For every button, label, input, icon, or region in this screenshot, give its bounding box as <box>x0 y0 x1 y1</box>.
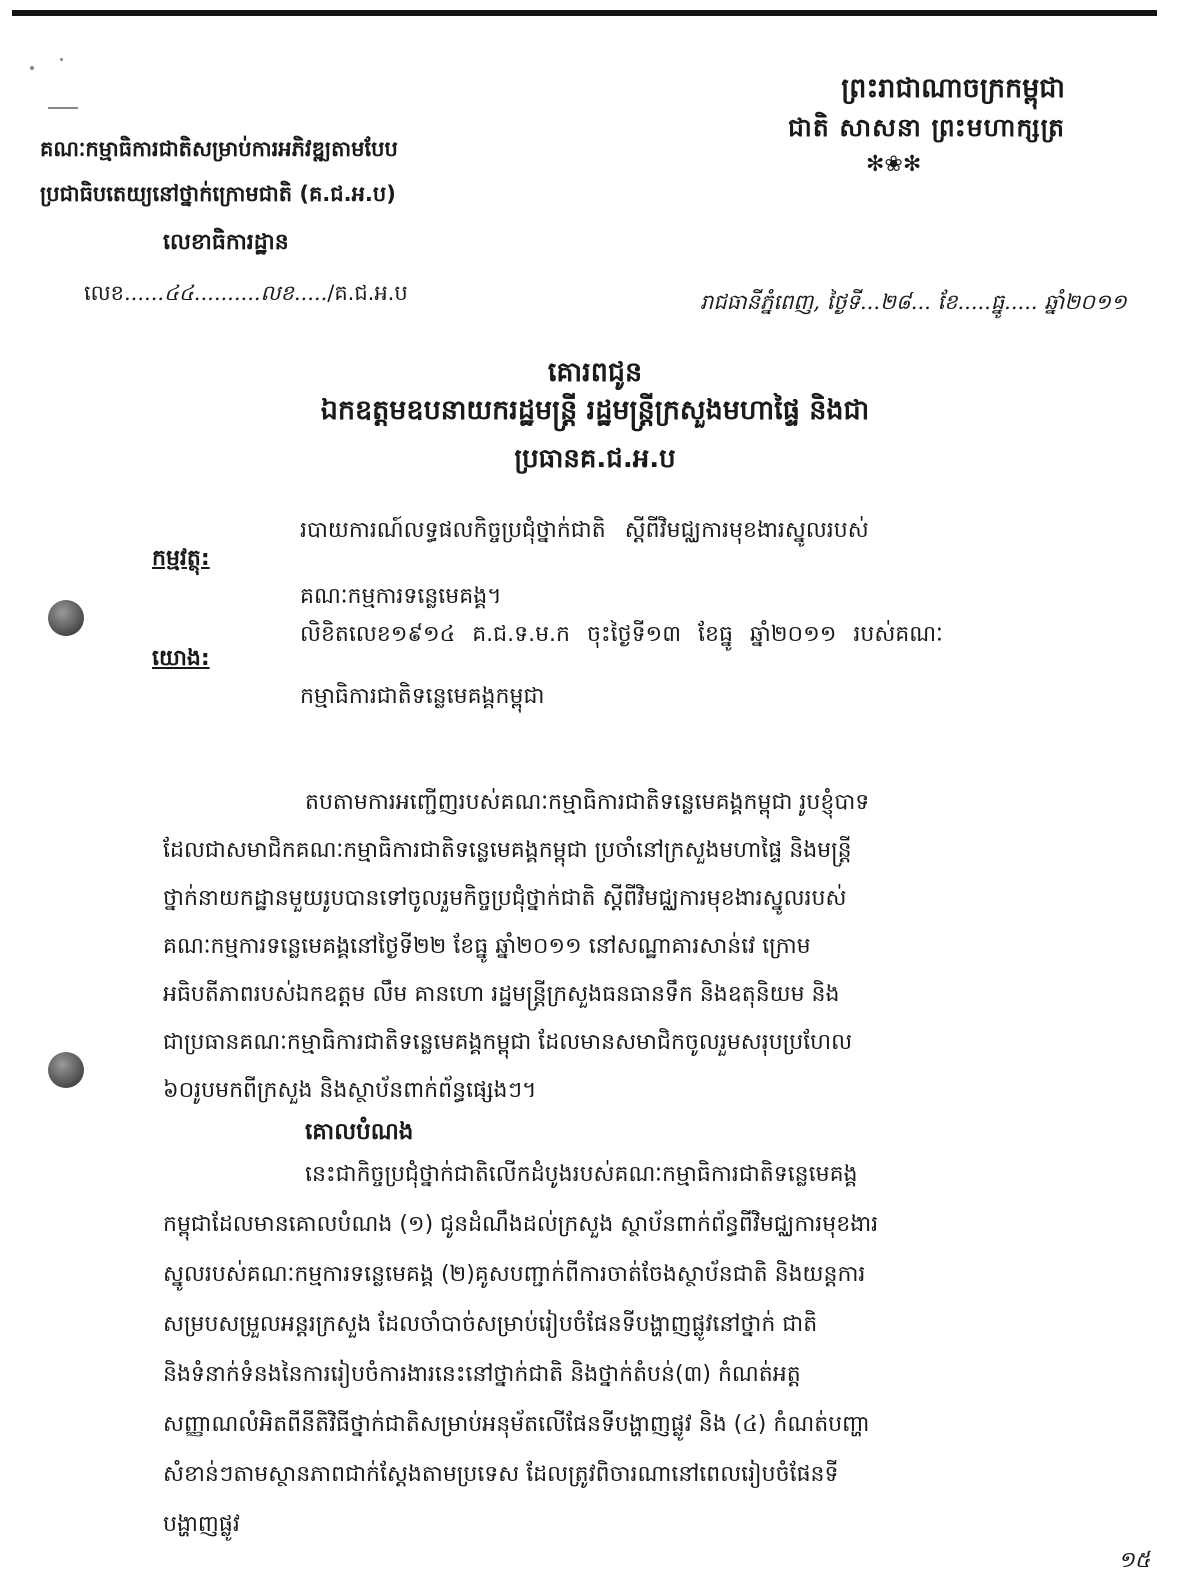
para1-line: តបតាមការអញ្ជើញរបស់គណៈកម្មាធិការជាតិទន្លេមេគង្គកម្ពុជា រូបខ្ញុំបាទ <box>305 790 870 815</box>
national-motto: ជាតិ សាសនា ព្រះមហាក្សត្រ <box>788 113 1065 142</box>
para1-line: គណៈកម្មការទន្លេមេគង្គនៅថ្ងៃទី២២ ខែធ្នូ ឆ្នាំ២០១១ នៅសណ្ឋាគារសាន់វេ ក្រោម <box>163 934 811 959</box>
para1-line: ថ្នាក់នាយកដ្ឋានមួយរូបបានទៅចូលរួមកិច្ចប្រជុំថ្នាក់ជាតិ ស្តីពីវិមជ្ឈការមុខងារស្នូលរបស់ <box>163 886 847 911</box>
ornament: ✻❀✻ <box>866 152 922 177</box>
scan-speck <box>30 66 34 70</box>
recipient-line1: ឯកឧត្តមឧបនាយករដ្ឋមន្ត្រី រដ្ឋមន្ត្រីក្រសួងមហាផ្ទៃ និងជា <box>320 395 870 426</box>
subject-line2: គណៈកម្មការទន្លេមេគង្គ។ <box>300 584 502 609</box>
para1-line: អធិបតីភាពរបស់ឯកឧត្តម លឹម គានហោ រដ្ឋមន្ត្រីក្រសួងធនធានទឹក និងឧតុនិយម និង <box>163 982 840 1007</box>
page-number: ១៥ <box>1118 1548 1151 1573</box>
scan-mark <box>48 107 78 109</box>
top-border-line <box>12 10 1157 16</box>
para2-line: ស្នូលរបស់គណៈកម្មការទន្លេមេគង្គ (២)គូសបញ្ជាក់ពីការចាត់ចែងស្ថាប័នជាតិ និងយន្តការ <box>163 1262 866 1287</box>
para2-line: សម្របសម្រួលអន្តរក្រសួង ដែលចាំបាច់សម្រាប់រៀបចំផែនទីបង្ហាញផ្លូវនៅថ្នាក់ ជាតិ <box>163 1312 818 1337</box>
secretariat-label: លេខាធិការដ្ឋាន <box>163 230 289 255</box>
respect-heading: គោរពជូន <box>547 357 643 388</box>
ref-handwritten: ......៤៤..........លខ..... <box>124 281 328 305</box>
subject-label: កម្មវត្ថុ: <box>152 546 210 571</box>
para1-line: ជាប្រធានគណៈកម្មាធិការជាតិទន្លេមេគង្គកម្ពុជា ដែលមានសមាជិកចូលរួមសរុបប្រហែល <box>163 1030 853 1055</box>
purpose-heading: គោលបំណង <box>305 1119 414 1145</box>
reference-line1: លិខិតលេខ១៩១៤ គ.ជ.ទ.ម.ក ចុះថ្ងៃទី១៣ ខែធ្នូ ឆ្នាំ២០១១ របស់គណៈ <box>300 622 943 647</box>
para1-line: ដែលជាសមាជិកគណៈកម្មាធិការជាតិទន្លេមេគង្គកម្ពុជា ប្រចាំនៅក្រសួងមហាផ្ទៃ និងមន្ត្រី <box>163 838 852 863</box>
punch-hole-bottom <box>48 1052 84 1088</box>
reference-number <box>84 280 408 311</box>
para2-line: បង្ហាញផ្លូវ <box>163 1512 240 1537</box>
subject-line1: របាយការណ៍លទ្ធផលកិច្ចប្រជុំថ្នាក់ជាតិ ស្តីពីវិមជ្ឈការមុខងារស្នូលរបស់ <box>300 518 869 543</box>
para2-line: កម្ពុជាដែលមានគោលបំណង (១) ជូនដំណឹងដល់ក្រសួង ស្ថាប័នពាក់ព័ន្ធពីវិមជ្ឈការមុខងារ <box>163 1212 879 1237</box>
reference-label: យោង: <box>152 646 210 671</box>
para2-line: សញ្ញាណលំអិតពីនីតិវិធីថ្នាក់ជាតិសម្រាប់អនុម័តលើផែនទីបង្ហាញផ្លូវ និង (៤) កំណត់បញ្ហា <box>163 1412 870 1437</box>
punch-hole-top <box>48 600 84 636</box>
para2-line: និងទំនាក់ទំនងនៃការរៀបចំការងារនេះនៅថ្នាក់ជាតិ និងថ្នាក់តំបន់(៣) កំណត់អត្ត <box>163 1362 801 1387</box>
kingdom-title: ព្រះរាជាណាចក្រកម្ពុជា <box>841 73 1065 104</box>
agency-name-line2: ប្រជាធិបតេយ្យនៅថ្នាក់ក្រោមជាតិ (គ.ជ.អ.ប) <box>40 182 396 206</box>
recipient-line2: ប្រធានគ.ជ.អ.ប <box>514 444 676 474</box>
para1-line: ៦០រូបមកពីក្រសួង និងស្ថាប័នពាក់ព័ន្ធផ្សេងៗ។ <box>163 1078 537 1103</box>
reference-line2: កម្មាធិការជាតិទន្លេមេគង្គកម្ពុជា <box>300 684 545 709</box>
para2-line: នេះជាកិច្ចប្រជុំថ្នាក់ជាតិលើកដំបូងរបស់គណៈកម្មាធិការជាតិទន្លេមេគង្គ <box>305 1162 858 1187</box>
para2-line: សំខាន់ៗតាមស្ថានភាពជាក់ស្តែងតាមប្រទេស ដែលត្រូវពិចារណានៅពេលរៀបចំផែនទី <box>163 1462 839 1487</box>
ref-suffix: /គ.ជ.អ.ប <box>327 281 408 305</box>
agency-name-line1: គណៈកម្មាធិការជាតិសម្រាប់ការអភិវឌ្ឍតាមបែប <box>40 137 398 161</box>
scan-speck <box>60 58 63 61</box>
document-date: រាជធានីភ្នំពេញ, ថ្ងៃទី...២៨... ខែ.....ធ្នូ..... ឆ្នាំ២០១១ <box>700 290 1127 314</box>
ref-label: លេខ <box>84 281 124 305</box>
